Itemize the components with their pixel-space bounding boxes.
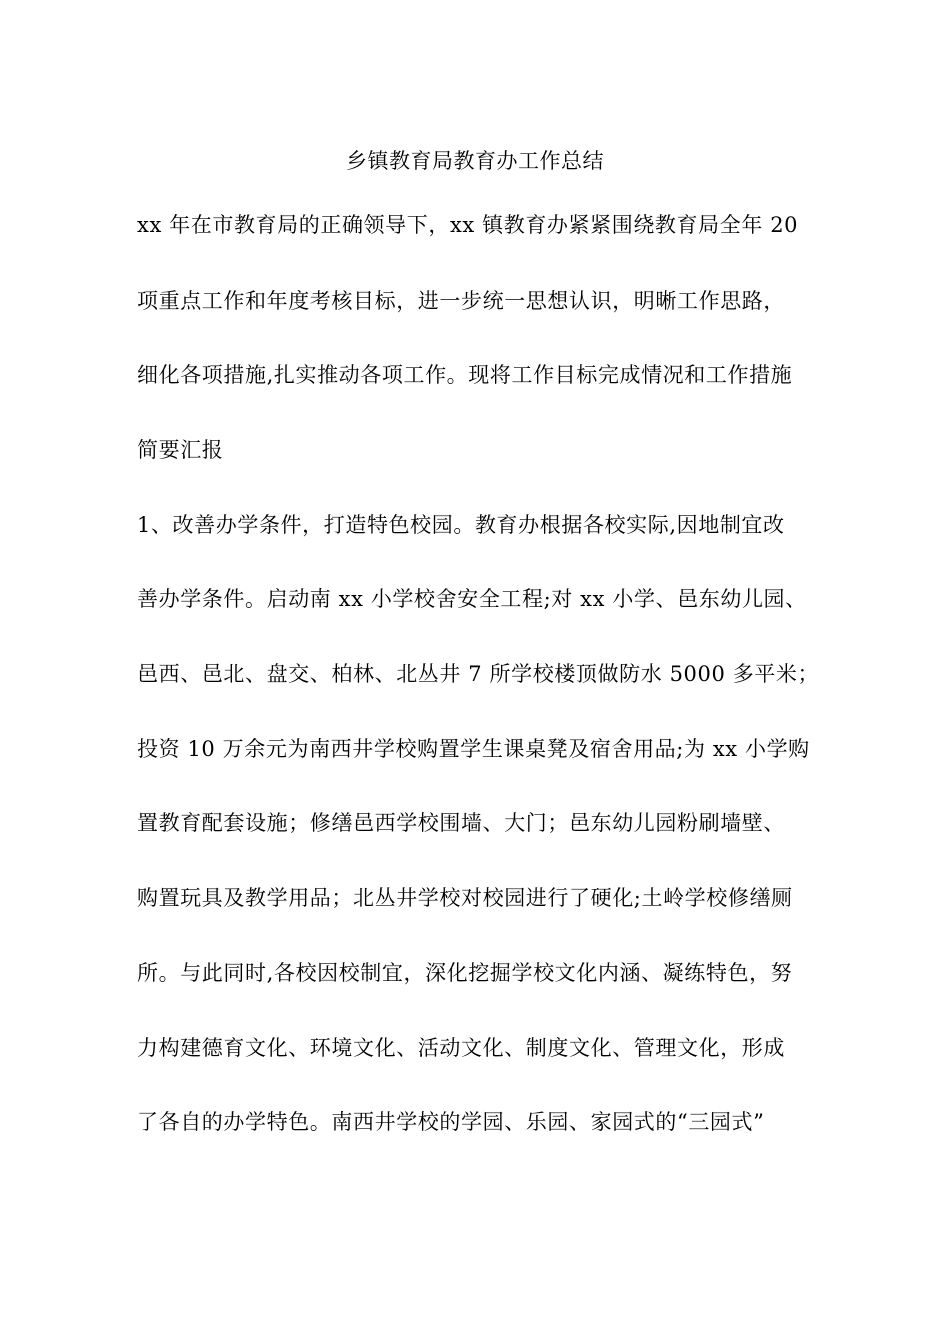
- document-title: 乡镇教育局教育办工作总结: [346, 149, 604, 173]
- paragraph-line-3: 细化各项措施,扎实推动各项工作。现将工作目标完成情况和工作措施: [137, 363, 793, 387]
- paragraph-line-8: 投资 10 万余元为南西井学校购置学生课桌凳及宿舍用品;为 xx 小学购: [137, 737, 810, 761]
- paragraph-line-9: 置教育配套设施；修缮邑西学校围墙、大门；邑东幼儿园粉刷墙壁、: [137, 811, 785, 835]
- paragraph-line-13: 了各自的办学特色。南西井学校的学园、乐园、家园式的“三园式”: [137, 1110, 765, 1134]
- paragraph-line-2: 项重点工作和年度考核目标，进一步统一思想认识，明晰工作思路，: [137, 289, 785, 313]
- paragraph-line-7: 邑西、邑北、盘交、柏林、北丛井 7 所学校楼顶做防水 5000 多平米；: [137, 662, 820, 686]
- paragraph-line-11: 所。与此同时,各校因校制宜，深化挖掘学校文化内涵、凝练特色，努: [137, 961, 793, 985]
- paragraph-line-4: 简要汇报: [137, 438, 224, 462]
- paragraph-line-10: 购置玩具及教学用品；北丛井学校对校园进行了硬化;土岭学校修缮厕: [137, 886, 793, 910]
- paragraph-line-1: xx 年在市教育局的正确领导下，xx 镇教育办紧紧围绕教育局全年 20: [137, 213, 799, 237]
- paragraph-line-5: 1、改善办学条件，打造特色校园。教育办根据各校实际,因地制宜改: [137, 513, 785, 537]
- paragraph-line-12: 力构建德育文化、环境文化、活动文化、制度文化、管理文化，形成: [137, 1036, 785, 1060]
- paragraph-line-6: 善办学条件。启动南 xx 小学校舍安全工程;对 xx 小学、邑东幼儿园、: [137, 587, 807, 611]
